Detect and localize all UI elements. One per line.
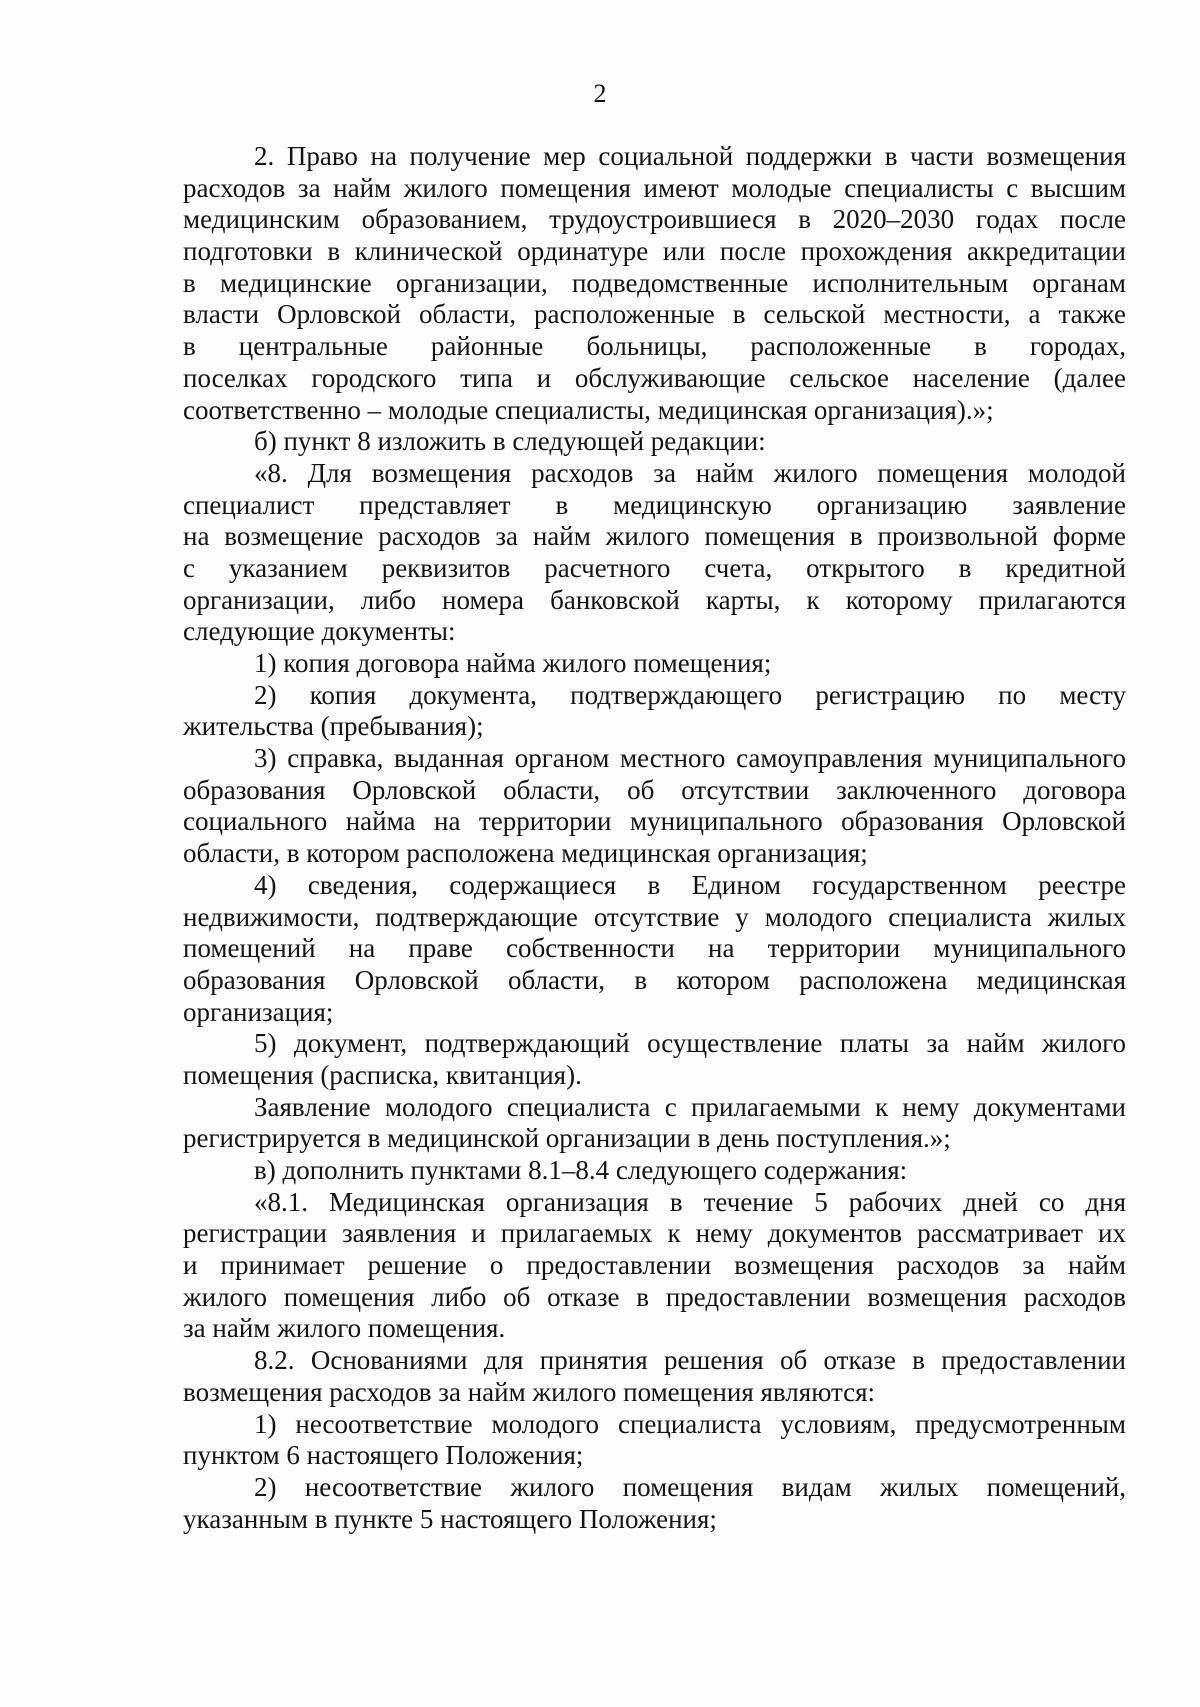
text-line: и принимает решение о предоставлении возмещения расходов за найм — [183, 1250, 1126, 1281]
text-line: б) пункт 8 изложить в следующей редакции: — [254, 426, 766, 457]
text-line: 3) справка, выданная органом местного самоуправления муниципального — [254, 743, 1126, 774]
text-line: 4) сведения, содержащиеся в Едином государственном реестре — [254, 869, 1126, 900]
text-line: жительства (пребывания); — [183, 711, 484, 742]
text-line: недвижимости, подтверждающие отсутствие у молодого специалиста жилых — [183, 901, 1126, 932]
text-line: на возмещение расходов за найм жилого помещения в произвольной форме — [183, 521, 1126, 552]
text-line: 5) документ, подтверждающий осуществление платы за найм жилого — [254, 1028, 1126, 1059]
text-line: социального найма на территории муниципального образования Орловской — [183, 806, 1126, 837]
text-line: специалист представляет в медицинскую организацию заявление — [183, 489, 1126, 520]
text-line: поселках городского типа и обслуживающие сельское население (далее — [183, 362, 1126, 393]
text-line: соответственно – молодые специалисты, медицинская организация).»; — [183, 394, 994, 425]
page-number: 2 — [593, 79, 607, 108]
text-line: за найм жилого помещения. — [183, 1313, 506, 1344]
text-line: помещений на праве собственности на территории муниципального — [183, 933, 1126, 964]
text-line: жилого помещения либо об отказе в предоставлении возмещения расходов — [183, 1281, 1126, 1312]
text-line: 2. Право на получение мер социальной поддержки в части возмещения — [254, 141, 1126, 171]
text-line: 1) копия договора найма жилого помещения; — [254, 648, 772, 678]
text-line: регистрируется в медицинской организации в день поступления.»; — [183, 1123, 951, 1154]
text-line: указанным в пункте 5 настоящего Положения; — [183, 1503, 717, 1534]
text-line: в медицинские организации, подведомственные исполнительным органам — [183, 267, 1126, 298]
text-line: Заявление молодого специалиста с прилагаемыми к нему документами — [254, 1091, 1126, 1122]
text-line: 2) несоответствие жилого помещения видам жилых помещений, — [254, 1471, 1126, 1502]
text-line: возмещения расходов за найм жилого помещения являются: — [183, 1376, 876, 1407]
text-line: помещения (расписка, квитанция). — [183, 1059, 582, 1090]
text-line: с указанием реквизитов расчетного счета, открытого в кредитной — [183, 552, 1126, 583]
text-line: 8.2. Основаниями для принятия решения об отказе в предоставлении — [254, 1345, 1126, 1376]
text-line: «8.1. Медицинская организация в течение 5 рабочих дней со дня — [254, 1186, 1126, 1217]
text-line: расходов за найм жилого помещения имеют молодые специалисты с высшим — [183, 172, 1126, 203]
document-body — [183, 141, 1126, 1535]
text-line: области, в котором расположена медицинская организация; — [183, 838, 868, 869]
text-line: организации, либо номера банковской карты, к которому прилагаются — [183, 584, 1126, 615]
text-line: регистрации заявления и прилагаемых к нему документов рассматривает их — [183, 1218, 1126, 1249]
text-line: 1) несоответствие молодого специалиста условиям, предусмотренным — [254, 1408, 1126, 1439]
text-line: медицинским образованием, трудоустроившиеся в 2020–2030 годах после — [183, 204, 1126, 235]
text-line: 2) копия документа, подтверждающего регистрацию по месту — [254, 679, 1126, 710]
text-line: власти Орловской области, расположенные в сельской местности, а также — [183, 299, 1126, 330]
text-line: образования Орловской области, в котором расположена медицинская — [183, 964, 1126, 995]
text-line: следующие документы: — [183, 616, 456, 647]
text-line: «8. Для возмещения расходов за найм жилого помещения молодой — [254, 457, 1126, 488]
text-line: в центральные районные больницы, расположенные в городах, — [183, 331, 1126, 362]
text-line: организация; — [183, 996, 334, 1027]
text-line: подготовки в клинической ординатуре или после прохождения аккредитации — [183, 236, 1126, 267]
text-line: образования Орловской области, об отсутствии заключенного договора — [183, 774, 1126, 805]
text-line: пунктом 6 настоящего Положения; — [183, 1440, 584, 1471]
text-line: в) дополнить пунктами 8.1–8.4 следующего содержания: — [254, 1155, 908, 1185]
